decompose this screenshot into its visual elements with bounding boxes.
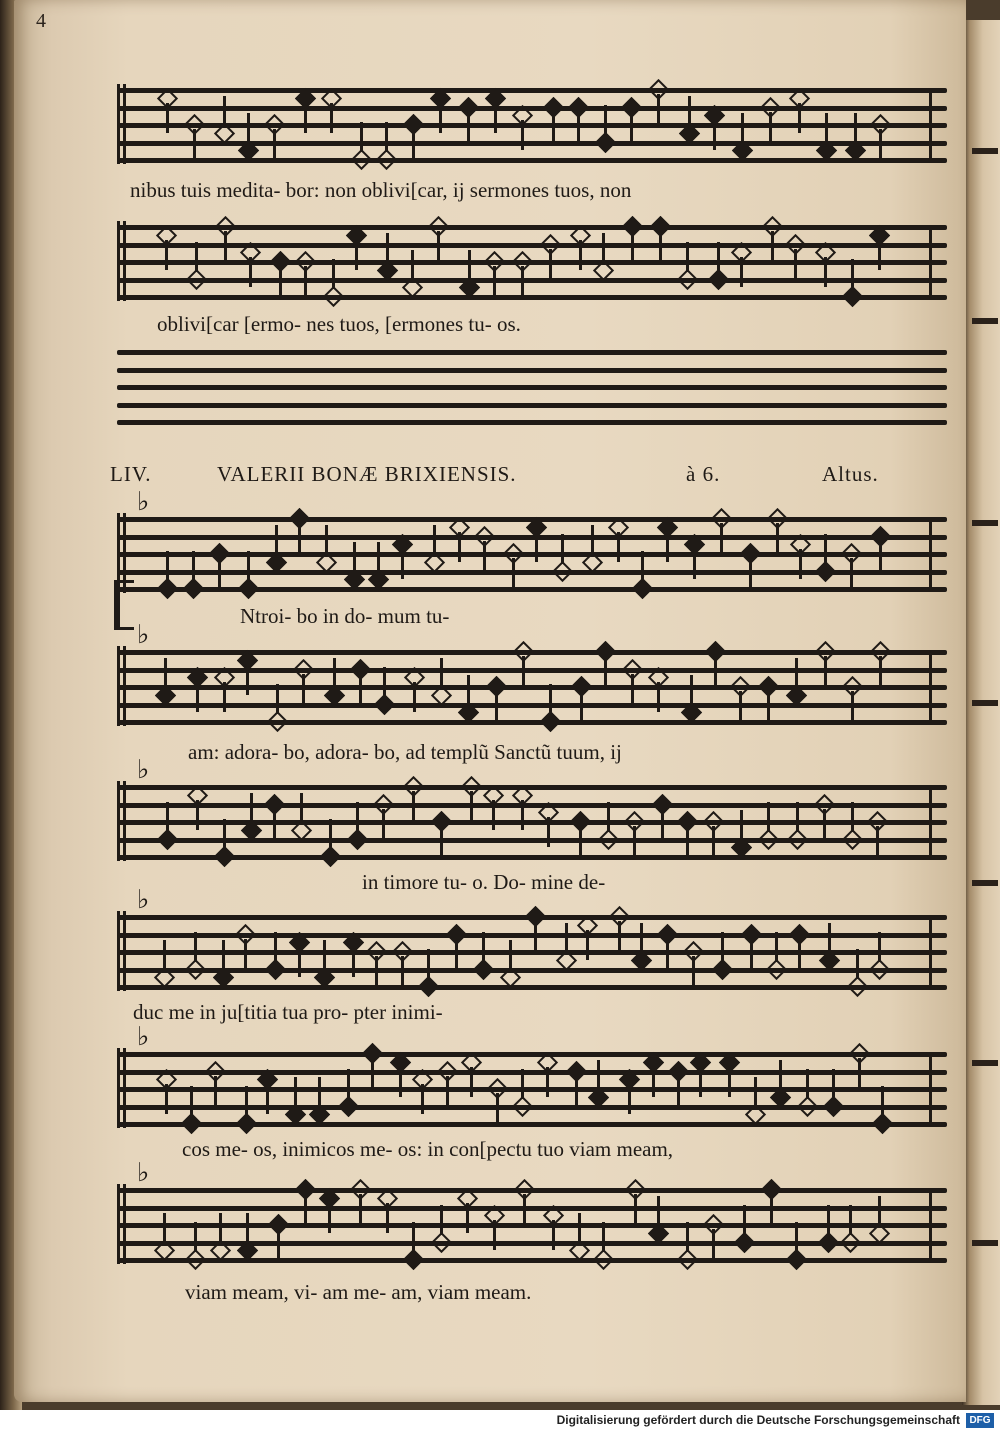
note-stem <box>298 947 301 977</box>
note-stem <box>631 674 634 704</box>
note-stem <box>386 1203 389 1233</box>
note-stem <box>356 802 359 832</box>
note-stem <box>692 956 695 986</box>
note-stem <box>634 1194 637 1224</box>
note-stem <box>512 558 515 588</box>
note-stem <box>767 691 770 721</box>
note-stem <box>879 129 882 159</box>
staff-line <box>117 403 947 408</box>
staff-line <box>117 385 947 390</box>
note-stem <box>579 826 582 856</box>
note-stem <box>275 525 278 555</box>
note-stem <box>495 691 498 721</box>
note-stem <box>401 956 404 986</box>
note-stem <box>273 129 276 159</box>
note-stem <box>412 1222 415 1252</box>
note-stem <box>523 1194 526 1224</box>
note-stem <box>565 923 568 953</box>
note-stem <box>195 242 198 272</box>
note-stem <box>455 939 458 969</box>
note-stem <box>273 809 276 839</box>
note-stem <box>552 112 555 142</box>
note-stem <box>433 525 436 555</box>
note-stem <box>832 1069 835 1099</box>
note-stem <box>602 1222 605 1252</box>
note-stem <box>604 105 607 135</box>
note-stem <box>717 242 720 272</box>
staff-line <box>117 278 947 283</box>
staff-line <box>117 350 947 355</box>
bar-line <box>929 1188 932 1260</box>
note-stem <box>492 800 495 830</box>
note-stem <box>383 667 386 697</box>
note-stem <box>547 817 550 847</box>
note-stem <box>382 809 385 839</box>
note-stem <box>633 826 636 856</box>
staff-line <box>117 420 947 425</box>
staff-line <box>117 685 947 690</box>
note-stem <box>631 231 634 261</box>
note-stem <box>630 112 633 142</box>
note-stem <box>754 1077 757 1107</box>
staff-line <box>117 703 947 708</box>
page-number: 4 <box>36 10 46 32</box>
note-stem <box>333 658 336 688</box>
facing-page-mark <box>972 520 998 526</box>
note-stem <box>276 684 279 714</box>
note-stem <box>300 793 303 823</box>
lyrics-line: in timore tu- o. Do- mine de- <box>362 870 606 894</box>
note-stem <box>458 532 461 562</box>
note-stem <box>190 1086 193 1116</box>
note-stem <box>659 231 662 261</box>
note-stem <box>166 551 169 581</box>
note-stem <box>493 1220 496 1250</box>
staff-line <box>117 668 947 673</box>
note-stem <box>858 1058 861 1088</box>
note-stem <box>401 549 404 579</box>
note-stem <box>318 1077 321 1107</box>
note-stem <box>607 802 610 832</box>
note-stem <box>686 826 689 856</box>
note-stem <box>741 113 744 143</box>
note-stem <box>795 658 798 688</box>
flat-sign: ♭ <box>137 885 150 914</box>
note-stem <box>579 240 582 270</box>
note-stem <box>440 658 443 688</box>
note-stem <box>247 113 250 143</box>
note-stem <box>244 939 247 969</box>
flat-sign: ♭ <box>137 1158 150 1187</box>
note-stem <box>323 940 326 970</box>
note-stem <box>359 1194 362 1224</box>
facing-page-edge <box>962 20 1000 1405</box>
bar-line <box>929 225 932 297</box>
staff-line <box>117 985 947 990</box>
note-stem <box>740 257 743 287</box>
staff-line <box>117 225 947 230</box>
note-stem <box>163 1213 166 1243</box>
lyrics-line: cos me- os, inimicos me- os: in con[pectu tuo viam meam, <box>182 1137 674 1161</box>
lyrics-line: Ntroi- bo in do- mum tu- <box>240 604 450 628</box>
staff-line <box>117 1223 947 1228</box>
facing-page-mark <box>972 148 998 154</box>
note-stem <box>496 1093 499 1123</box>
staff-line <box>117 1258 947 1263</box>
note-stem <box>347 1069 350 1099</box>
note-stem <box>713 120 716 150</box>
note-stem <box>166 802 169 832</box>
bar-line <box>929 915 932 987</box>
staff-line <box>117 106 947 111</box>
note-stem <box>652 1067 655 1097</box>
staff-line <box>117 968 947 973</box>
note-stem <box>247 551 250 581</box>
note-stem <box>796 802 799 832</box>
note-stem <box>224 231 227 261</box>
note-stem <box>522 656 525 686</box>
note-stem <box>851 259 854 289</box>
facing-page-mark <box>972 318 998 324</box>
note-stem <box>223 819 226 849</box>
note-stem <box>218 558 221 588</box>
staff-line <box>117 535 947 540</box>
note-stem <box>602 233 605 263</box>
note-stem <box>196 800 199 830</box>
note-stem <box>467 112 470 142</box>
note-stem <box>657 94 660 124</box>
note-stem <box>164 658 167 688</box>
note-stem <box>352 947 355 977</box>
note-stem <box>304 266 307 296</box>
lyrics-line: viam meam, vi- am me- am, viam meam. <box>185 1280 532 1304</box>
note-stem <box>298 523 301 553</box>
note-stem <box>325 525 328 555</box>
flat-sign: ♭ <box>137 620 150 649</box>
staff-line <box>117 368 947 373</box>
staff-line <box>117 1206 947 1211</box>
staff-line <box>117 1070 947 1075</box>
note-stem <box>578 1213 581 1243</box>
note-stem <box>549 684 552 714</box>
note-stem <box>828 923 831 953</box>
note-stem <box>468 250 471 280</box>
note-stem <box>214 1076 217 1106</box>
note-stem <box>165 1084 168 1114</box>
bar-line <box>929 650 932 722</box>
note-stem <box>385 122 388 152</box>
note-stem <box>720 523 723 553</box>
note-stem <box>851 691 854 721</box>
facing-page-mark <box>972 880 998 886</box>
note-stem <box>521 800 524 830</box>
note-stem <box>849 1205 852 1235</box>
note-stem <box>440 1205 443 1235</box>
note-stem <box>823 809 826 839</box>
note-stem <box>249 257 252 287</box>
note-stem <box>482 932 485 962</box>
composer-name: VALERII BONÆ BRIXIENSIS. <box>217 462 517 486</box>
note-stem <box>163 940 166 970</box>
staff-line <box>117 88 947 93</box>
note-stem <box>617 532 620 562</box>
note-stem <box>421 1084 424 1114</box>
note-stem <box>223 682 226 712</box>
note-stem <box>427 949 430 979</box>
note-stem <box>193 129 196 159</box>
note-stem <box>446 1076 449 1106</box>
note-stem <box>799 549 802 579</box>
note-stem <box>628 1084 631 1114</box>
lyrics-line: am: adora- bo, adora- bo, ad templũ Sanctũ tuum, ij <box>188 740 622 764</box>
note-stem <box>439 103 442 133</box>
note-stem <box>521 1069 524 1099</box>
note-stem <box>246 665 249 695</box>
staff-line <box>117 158 947 163</box>
staff-line <box>117 123 947 128</box>
note-stem <box>824 257 827 287</box>
note-stem <box>412 129 415 159</box>
note-stem <box>712 1229 715 1259</box>
staff-line <box>117 785 947 790</box>
note-stem <box>413 682 416 712</box>
note-stem <box>686 242 689 272</box>
note-stem <box>878 240 881 270</box>
note-stem <box>881 1086 884 1116</box>
note-stem <box>546 1067 549 1097</box>
bar-line <box>929 785 932 857</box>
note-stem <box>771 231 774 261</box>
note-stem <box>878 1196 881 1226</box>
note-stem <box>411 250 414 280</box>
note-stem <box>827 1205 830 1235</box>
funding-credit: Digitalisierung gefördert durch die Deutsche Forschungsgemeinschaft <box>556 1413 960 1427</box>
note-stem <box>437 231 440 261</box>
note-stem <box>277 1229 280 1259</box>
flat-sign: ♭ <box>137 755 150 784</box>
note-stem <box>466 1203 469 1233</box>
note-stem <box>377 542 380 572</box>
note-stem <box>549 249 552 279</box>
dfg-logo: DFG <box>966 1413 994 1428</box>
note-stem <box>770 1194 773 1224</box>
note-stem <box>552 1220 555 1250</box>
part-name: Altus. <box>822 462 879 486</box>
note-stem <box>266 1084 269 1114</box>
note-stem <box>483 541 486 571</box>
staff-line <box>117 552 947 557</box>
note-stem <box>192 551 195 581</box>
piece-number: LIV. <box>110 462 152 486</box>
note-stem <box>798 103 801 133</box>
note-stem <box>353 542 356 572</box>
note-stem <box>824 534 827 564</box>
note-stem <box>493 266 496 296</box>
note-stem <box>806 1069 809 1099</box>
facing-page-mark <box>972 1060 998 1066</box>
note-stem <box>879 541 882 571</box>
note-stem <box>597 1060 600 1090</box>
note-stem <box>534 921 537 951</box>
lyrics-line: nibus tuis medita- bor: non oblivi[car, ij sermones tuos, non <box>130 178 632 202</box>
lyrics-line: oblivi[car [ermo- nes tuos, [ermones tu- os. <box>157 312 521 336</box>
note-stem <box>577 112 580 142</box>
staff-line <box>117 1087 947 1092</box>
note-stem <box>196 682 199 712</box>
note-stem <box>355 240 358 270</box>
staff-line <box>117 1052 947 1057</box>
note-stem <box>850 558 853 588</box>
note-stem <box>580 691 583 721</box>
note-stem <box>767 802 770 832</box>
note-stem <box>521 120 524 150</box>
note-stem <box>779 1060 782 1090</box>
note-stem <box>794 249 797 279</box>
note-stem <box>825 113 828 143</box>
note-stem <box>165 240 168 270</box>
bar-line <box>929 88 932 160</box>
note-stem <box>666 532 669 562</box>
note-stem <box>302 674 305 704</box>
note-stem <box>194 1222 197 1252</box>
note-stem <box>494 103 497 133</box>
note-stem <box>250 793 253 823</box>
note-stem <box>666 939 669 969</box>
note-stem <box>690 675 693 705</box>
note-stem <box>879 656 882 686</box>
note-stem <box>604 656 607 686</box>
note-stem <box>686 1222 689 1252</box>
note-stem <box>641 551 644 581</box>
footer-bar <box>0 1410 1000 1433</box>
note-stem <box>375 956 378 986</box>
note-stem <box>470 791 473 821</box>
note-stem <box>728 1067 731 1097</box>
note-stem <box>824 656 827 686</box>
note-stem <box>371 1058 374 1088</box>
note-stem <box>304 1194 307 1224</box>
note-stem <box>775 932 778 962</box>
note-stem <box>194 932 197 962</box>
note-stem <box>712 826 715 856</box>
note-stem <box>521 266 524 296</box>
note-stem <box>586 930 589 960</box>
note-stem <box>591 525 594 555</box>
note-stem <box>329 819 332 849</box>
note-stem <box>359 674 362 704</box>
note-stem <box>399 1067 402 1097</box>
note-stem <box>279 266 282 296</box>
facing-page-mark <box>972 1240 998 1246</box>
note-stem <box>245 1086 248 1116</box>
note-stem <box>360 122 363 152</box>
initial-letter <box>114 580 134 630</box>
note-stem <box>246 1213 249 1243</box>
note-stem <box>750 939 753 969</box>
note-stem <box>166 103 169 133</box>
note-stem <box>294 1077 297 1107</box>
note-stem <box>878 932 881 962</box>
note-stem <box>688 96 691 126</box>
note-stem <box>330 103 333 133</box>
note-stem <box>219 1213 222 1243</box>
note-stem <box>851 802 854 832</box>
staff-line <box>117 855 947 860</box>
note-stem <box>328 1203 331 1233</box>
note-stem <box>470 1067 473 1097</box>
note-stem <box>769 112 772 142</box>
note-stem <box>743 1205 746 1235</box>
note-stem <box>618 921 621 951</box>
staff-line <box>117 295 947 300</box>
note-stem <box>714 656 717 686</box>
note-stem <box>739 691 742 721</box>
flat-sign: ♭ <box>137 487 150 516</box>
note-stem <box>561 534 564 564</box>
flat-sign: ♭ <box>137 1022 150 1051</box>
note-stem <box>412 791 415 821</box>
bar-line <box>929 1052 932 1124</box>
note-stem <box>854 113 857 143</box>
note-stem <box>661 809 664 839</box>
note-stem <box>721 932 724 962</box>
voice-count: à 6. <box>686 462 721 486</box>
note-stem <box>222 940 225 970</box>
lyrics-line: duc me in ju[titia tua pro- pter inimi- <box>133 1000 443 1024</box>
note-stem <box>699 1067 702 1097</box>
note-stem <box>575 1076 578 1106</box>
note-stem <box>657 682 660 712</box>
staff-line <box>117 950 947 955</box>
note-stem <box>332 259 335 289</box>
note-stem <box>798 939 801 969</box>
note-stem <box>795 1222 798 1252</box>
note-stem <box>440 826 443 856</box>
note-stem <box>509 940 512 970</box>
note-stem <box>535 532 538 562</box>
note-stem <box>749 558 752 588</box>
note-stem <box>657 1196 660 1226</box>
note-stem <box>776 523 779 553</box>
note-stem <box>677 1076 680 1106</box>
note-stem <box>876 826 879 856</box>
staff-line <box>117 720 947 725</box>
note-stem <box>304 103 307 133</box>
note-stem <box>467 675 470 705</box>
bar-line <box>929 517 932 589</box>
note-stem <box>693 549 696 579</box>
note-stem <box>386 233 389 263</box>
facing-page-mark <box>972 700 998 706</box>
note-stem <box>740 810 743 840</box>
note-stem <box>274 932 277 962</box>
note-stem <box>640 923 643 953</box>
note-stem <box>223 96 226 126</box>
note-stem <box>856 949 859 979</box>
